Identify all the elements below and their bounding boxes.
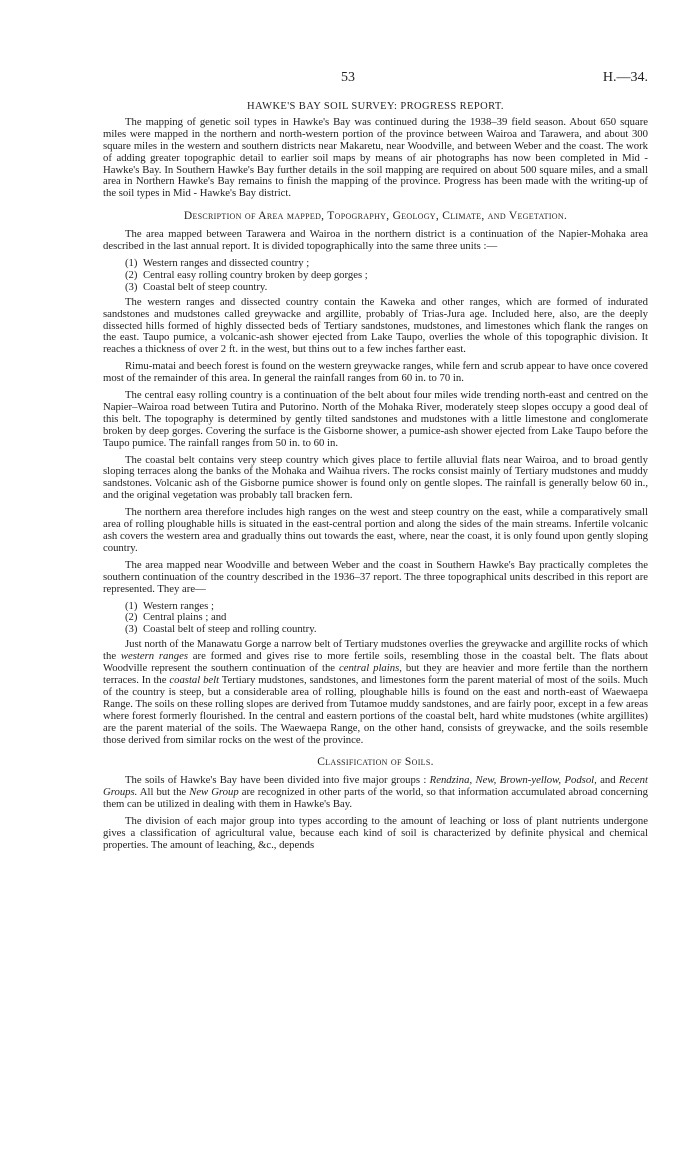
list-number: (2) — [125, 268, 138, 281]
text-run: , but they are heavier and more fertile than the northern terraces. In the — [103, 662, 649, 686]
section-heading-description: Description of Area mapped, Topography, Geology, Climate, and Vegetation. — [183, 210, 568, 223]
emphasis: coastal belt — [169, 673, 220, 686]
southern-units-list — [103, 601, 648, 637]
list-text: Central plains ; and — [143, 611, 227, 624]
list-item — [125, 282, 648, 294]
emphasis: Recent Groups. — [103, 774, 648, 799]
list-number: (3) — [125, 623, 138, 636]
list-text: Coastal belt of steep and rolling country. — [143, 623, 317, 636]
report-title: HAWKE'S BAY SOIL SURVEY: PROGRESS REPORT. — [247, 101, 504, 112]
paragraph: The western ranges and dissected country contain the Kaweka and other ranges, which are formed of indurated sandstones and mudstones called greywacke and argillite, probably of Trias-Jura age. Included here, also, are the deeply dissected hills formed of highly dissected beds of Tertiary sandstones, mudstones, and limestones which flank the ranges on the east. Taupo pumice, a volcanic-ash shower ejected from Lake Taupo, overlies the whole of this topographic division. It reaches a thickness of over 2 ft. in the west, but thins out to a few inches farther east. — [103, 295, 648, 356]
text-run: All but the — [137, 786, 190, 799]
text-run: Just north of the Manawatu Gorge a narrow belt of Tertiary mudstones overlies the greywacke and argillite rocks of which the — [103, 638, 648, 663]
intro-paragraph: The mapping of genetic soil types in Hawke's Bay was continued during the 1938–39 field season. About 650 square miles were mapped in the northern and north-western portion of the province between Wairoa and Tarawera, and about 300 square miles in the western and southern districts near Makaretu, near Woodville, and between Weber and the coast. The work of adding greater topographic detail to earlier soil maps by means of air photographs has now been completed in Mid - Hawke's Bay. In Southern Hawke's Bay further details in the soil mapping are required on about 500 square miles, and a small area in Northern Hawke's Bay remains to finish the mapping of the province. Progress has been made with the writing-up of the soil types in Mid - Hawke's Bay district. — [103, 115, 648, 200]
list-text: Western ranges ; — [143, 599, 214, 612]
page-number: 53 — [341, 70, 355, 85]
list-text: Central easy rolling country broken by deep gorges ; — [143, 268, 368, 281]
paragraph — [103, 639, 648, 746]
emphasis: New Group — [189, 786, 239, 799]
list-text: Coastal belt of steep country. — [143, 280, 268, 293]
emphasis: Rendzina, New, Brown-yellow, Podsol, — [429, 774, 597, 787]
text-run: The soils of Hawke's Bay have been divided into five major groups : — [125, 774, 430, 787]
topographic-units-list — [103, 258, 648, 294]
list-item — [125, 624, 648, 636]
paragraph: The area mapped between Tarawera and Wairoa in the northern district is a continuation of the Napier-Mohaka area described in the last annual report. It is divided topographically into the same three units :— — [103, 228, 648, 253]
list-number: (1) — [125, 256, 138, 269]
document-reference: H.—34. — [602, 70, 648, 85]
paragraph: The coastal belt contains very steep country which gives place to fertile alluvial flats near Wairoa, and to broad gently sloping terraces along the banks of the Mohaka and Waihua rivers. The rocks consist mainly of Tertiary mudstones and muddy sandstones. Volcanic ash of the Gisborne pumice shower is found only on gentle slopes. The rainfall is generally below 60 in., and the original vegetation was probably tall bracken fern. — [103, 453, 648, 502]
page-header — [103, 68, 648, 88]
paragraph: The area mapped near Woodville and between Weber and the coast in Southern Hawke's Bay practically completes the southern continuation of the country described in the 1936–37 report. The three topographical units described in this report are represented. They are— — [103, 558, 648, 595]
section-heading-classification: Classification of Soils. — [317, 756, 434, 769]
emphasis: central plains — [338, 662, 400, 675]
list-number: (1) — [125, 599, 138, 612]
text-run: and — [596, 774, 619, 787]
list-number: (2) — [125, 611, 138, 624]
paragraph: The central easy rolling country is a continuation of the belt about four miles wide trending north-east and centred on the Napier–Wairoa road between Tutira and Putorino. North of the Mohaka River, moderately steep slopes occupy a good deal of this belt. The topography is determined by gently tilted sandstones and mudstones with a little limestone and conglomerate broken by deep gorges. Covering the surface is the Gisborne shower, a pumice-ash shower ejected from Lake Taupo before the Taupo pumice. The rainfall ranges from 50 in. to 60 in. — [103, 389, 648, 449]
text-run: are formed and gives rise to more fertile soils, resembling those in the coastal belt. The flats about Woodville represent the southern continuation of the — [103, 650, 649, 675]
paragraph: The northern area therefore includes high ranges on the west and steep country on the east, while a comparatively small area of rolling ploughable hills is situated in the east-central portion and along the sides of the main streams. Infertile volcanic ash covers the western area and gradually thins out towards the east, where, near the coast, it is only found upon gently sloping country. — [103, 506, 648, 554]
list-text: Western ranges and dissected country ; — [143, 256, 310, 269]
paragraph: Rimu-matai and beech forest is found on the western greywacke ranges, while fern and scrub appear to have once covered most of the remainder of this area. In general the rainfall ranges from 60 in. to 70 in. — [103, 360, 648, 385]
emphasis: western ranges — [120, 650, 188, 663]
list-number: (3) — [125, 280, 138, 293]
paragraph — [103, 775, 648, 811]
text-run: are recognized in other parts of the world, so that information accumulated abroad concerning them can be utilized in dealing with them in Hawke's Bay. — [103, 786, 648, 811]
paragraph: The division of each major group into types according to the amount of leaching or loss of plant nutrients undergone gives a classification of agricultural value, because each kind of soil is characterized by definite physical and chemical properties. The amount of leaching, &c., depends — [103, 815, 648, 851]
text-run: Tertiary mudstones, sandstones, and limestones form the parent material of most of the soils. Much of the country is steep, but a considerable area of rolling, ploughable hills is found on the east and north-east of Waewaepa Range. The soils on these rolling slopes are derived from Tutamoe muddy sandstones, and are fairly poor, except in a few areas where forest formerly flourished. In the central and eastern portions of the coastal belt, hard white mudstones (white argillites) are the parent material of the soils. The Waewaepa Range, on the other hand, consists of greywacke, and the soils resemble those derived from similar rocks on the west of the province. — [103, 673, 648, 746]
